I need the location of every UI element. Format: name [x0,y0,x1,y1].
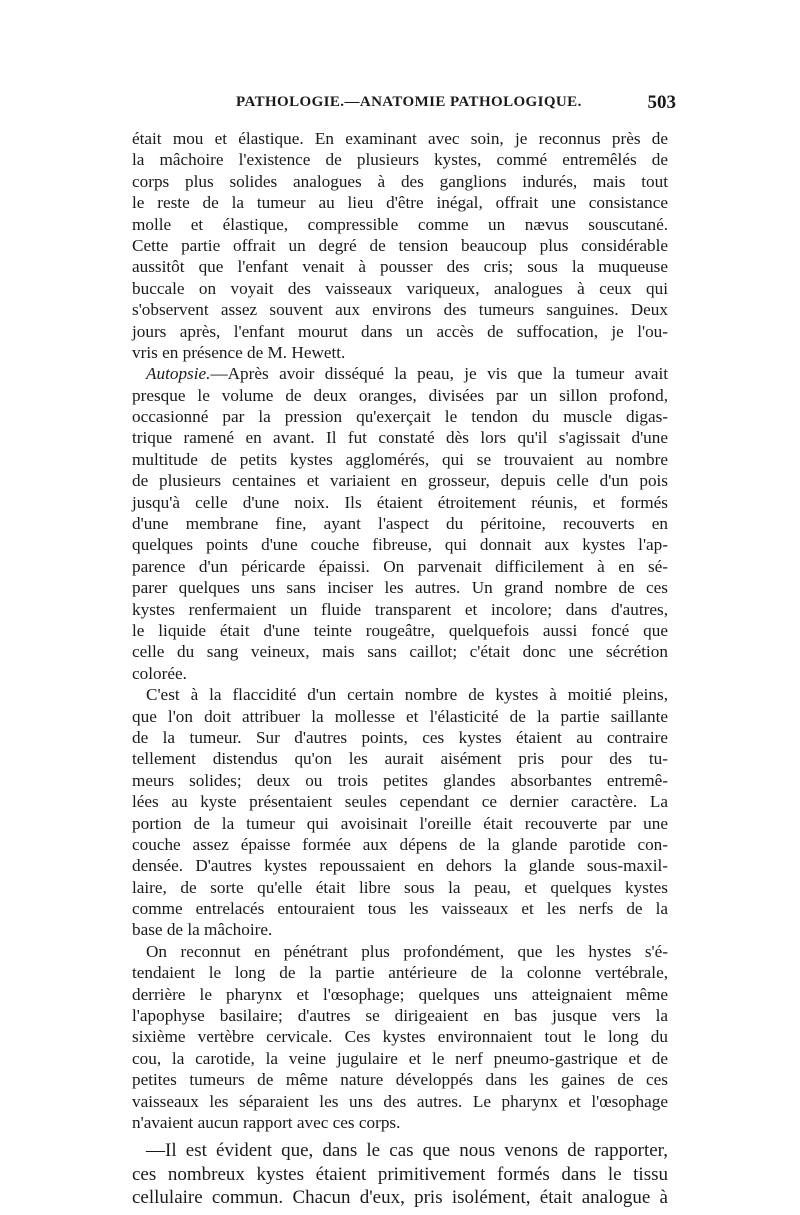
text-line: petites tumeurs de même nature développés dans les gaines de ces [132,1070,668,1090]
paragraph [132,684,668,941]
text-line: presque le volume de deux oranges, divisées par un sillon profond, [132,385,668,405]
text-line: que l'on doit attribuer la mollesse et l'élasticité de la partie saillante [132,706,668,726]
text-line: Cette partie offrait un degré de tension beaucoup plus considérable [132,235,668,255]
text-line: buccale on voyait des vaisseaux variqueux, analogues à ceux qui [132,278,668,298]
text-line: —Il est évident que, dans le cas que nous venons de rapporter, [146,1140,668,1162]
text-line: cou, la carotide, la veine jugulaire et le nerf pneumo-gastrique et de [132,1048,668,1068]
text-line: Autopsie.—Après avoir disséqué la peau, je vis que la tumeur avait [146,364,668,384]
text-line: densée. D'autres kystes repoussaient en dehors la glande sous-maxil- [132,856,668,876]
text-line: aussitôt que l'enfant venait à pousser des cris; sous la muqueuse [132,257,668,277]
text-line: quelques points d'une couche fibreuse, qui donnait aux kystes l'ap- [132,535,668,555]
text-line: vris en présence de M. Hewett. [132,342,346,362]
text-line: multitude de petits kystes agglomérés, qui se trouvaient au nombre [132,449,668,469]
text-line: était mou et élastique. En examinant avec soin, je reconnus près de [132,129,668,148]
running-title: PATHOLOGIE.—ANATOMIE PATHOLOGIQUE. [236,94,582,110]
text-line: le liquide était d'une teinte rougeâtre, quelquefois aussi foncé que [132,620,668,640]
text-line: ces nombreux kystes étaient primitivement formés dans le tissu [132,1163,668,1185]
text-line: n'avaient aucun rapport avec ces corps. [132,1112,401,1132]
text-line: d'une membrane fine, ayant l'aspect du péritoine, recouverts en [132,514,668,534]
text-line: l'apophyse basilaire; d'autres se dirigeaient en bas jusque vers la [132,1006,668,1026]
text-line: de plusieurs centaines et variaient en grosseur, depuis celle d'un pois [132,471,668,491]
paragraph [132,1139,668,1210]
text-line: molle et élastique, compressible comme un nævus souscutané. [132,214,668,234]
text-line: On reconnut en pénétrant plus profondément, que les hystes s'é- [146,941,668,961]
text-line: trique ramené en avant. Il fut constaté dès lors qu'il s'agissait d'une [132,428,668,448]
text-line: sixième vertèbre cervicale. Ces kystes environnaient tout le long du [132,1027,668,1047]
text-line: celle du sang veineux, mais sans caillot; c'était donc une sécrétion [132,642,668,662]
section-lead: Autopsie. [146,364,211,384]
text-line: derrière le pharynx et l'œsophage; quelques uns atteignaient même [132,984,668,1004]
text-line: comme entrelacés entouraient tous les vaisseaux et les nerfs de la [132,899,668,919]
text-line: tendaient le long de la partie antérieure de la colonne vertébrale, [132,963,668,983]
text-line: parer quelques uns sans inciser les autres. Un grand nombre de ces [132,578,668,598]
text-line: tellement distendus qu'on les aurait aisément pris pour des tu- [132,749,668,769]
page-header [236,94,676,118]
text-line: jours après, l'enfant mourut dans un accès de suffocation, je l'ou- [132,321,668,341]
text-line: corps plus solides analogues à des ganglions indurés, mais tout [132,171,668,191]
text-line: le reste de la tumeur au lieu d'être inégal, offrait une consistance [132,193,668,213]
text-line: laire, de sorte qu'elle était libre sous la peau, et quelques kystes [132,877,668,897]
text-line: meurs solides; deux ou trois petites glandes absorbantes entremê- [132,770,668,790]
text-line: C'est à la flaccidité d'un certain nombre de kystes à moitié pleins, [146,685,668,705]
paragraph [132,363,668,684]
text-line: base de la mâchoire. [132,920,273,940]
text-line: de la tumeur. Sur d'autres points, ces kystes étaient au contraire [132,727,668,747]
text-line: s'observent assez souvent aux environs des tumeurs sanguines. Deux [132,300,668,320]
page-number: 503 [647,92,676,113]
text-line: jusqu'à celle d'une noix. Ils étaient étroitement réunis, et formés [132,492,668,512]
text-line: portion de la tumeur qui avoisinait l'oreille était recouverte par une [132,813,668,833]
paragraph [132,128,668,363]
text-line: parence d'un péricarde épaissi. On parvenait difficilement à en sé- [132,556,668,576]
body-text [132,128,668,1210]
text-line: vaisseaux les séparaient les uns des autres. Le pharynx et l'œsophage [132,1091,668,1111]
text-line: couche assez épaisse formée aux dépens de la glande parotide con- [132,834,668,854]
text-line: occasionné par la pression qu'exerçait le tendon du muscle digas- [132,407,668,427]
paragraph [132,941,668,1134]
text-line: colorée. [132,663,187,683]
text-line: kystes renfermaient un fluide transparent et incolore; dans d'autres, [132,599,668,619]
text-line: la mâchoire l'existence de plusieurs kystes, commé entremêlés de [132,150,668,170]
text-line: cellulaire commun. Chacun d'eux, pris isolément, était analogue à [132,1187,668,1209]
text-line: lées au kyste présentaient seules cependant ce dernier caractère. La [132,792,668,812]
